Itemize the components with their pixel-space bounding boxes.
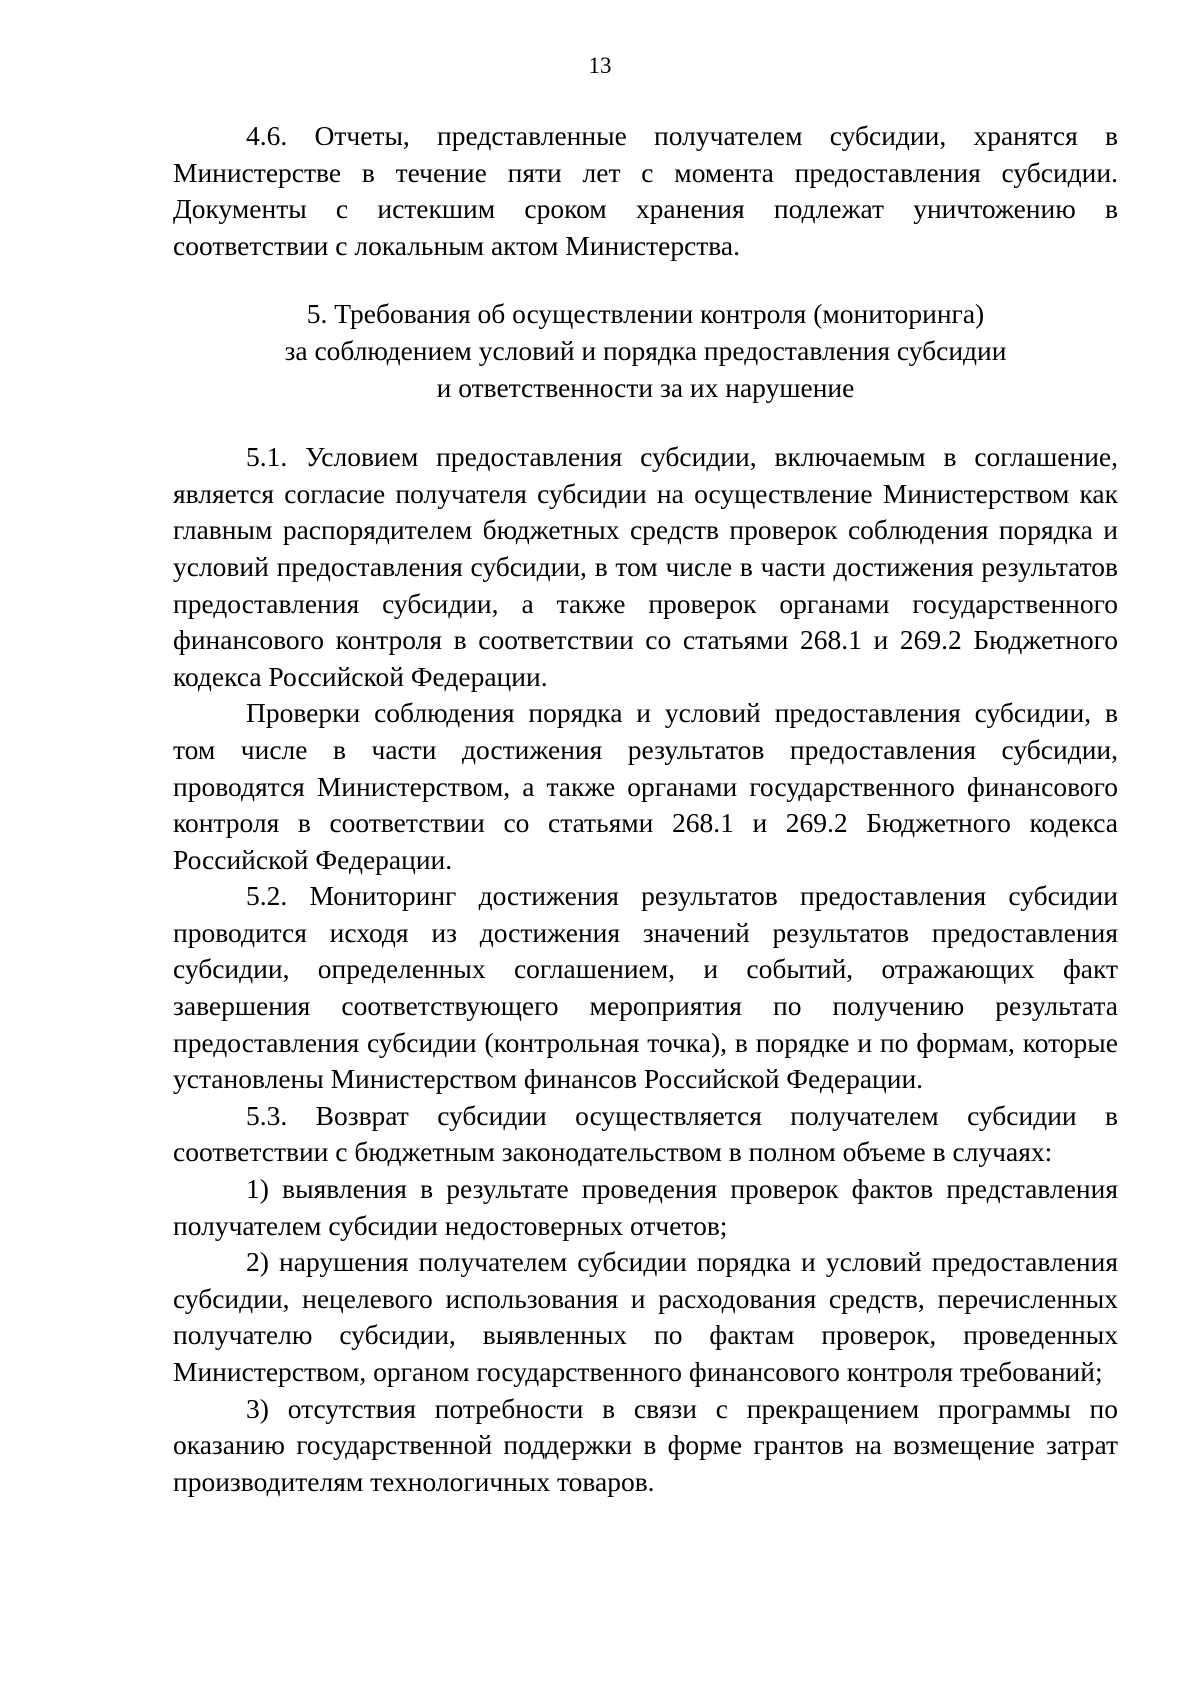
page-number: 13 <box>588 53 612 78</box>
section-5-heading-line-1: 5. Требования об осуществлении контроля (мониторинга) <box>306 298 985 330</box>
paragraph-4-6: 4.6. Отчеты, представленные получателем субсидии, хранятся в Министерстве в течение пяти лет с момента предоставления субсидии. Документы с истекшим сроком хранения подлежат уничтожению в соответствии с локальным актом Министерства. <box>173 120 1118 261</box>
section-5-heading-line-2: за соблюдением условий и порядка предоставления субсидии <box>284 334 1007 366</box>
paragraph-5-1: 5.1. Условием предоставления субсидии, включаемым в соглашение, является согласие получателя субсидии на осуществление Министерством как главным распорядителем бюджетных средств проверок соблюдения порядка и условий предоставления субсидии, в том числе в части достижения результатов предоставления субсидии, а также проверок органами государственного финансового контроля в соответствии со статьями 268.1 и 269.2 Бюджетного кодекса Российской Федерации. <box>173 441 1118 692</box>
section-5-heading <box>173 296 1118 406</box>
list-item-2: 2) нарушения получателем субсидии порядка и условий предоставления субсидии, нецелевого использования и расходования средств, перечисленных получателю субсидии, выявленных по фактам проверок, проведенных Министерством, органом государственного финансового контроля требований; <box>173 1246 1118 1387</box>
list-item-3: 3) отсутствия потребности в связи с прекращением программы по оказанию государственной поддержки в форме грантов на возмещение затрат производителям технологичных товаров. <box>173 1392 1118 1497</box>
list-item-1: 1) выявления в результате проведения проверок фактов представления получателем субсидии недостоверных отчетов; <box>173 1173 1118 1241</box>
paragraph-5-1-checks: Проверки соблюдения порядка и условий предоставления субсидии, в том числе в части достижения результатов предоставления субсидии, проводятся Министерством, а также органами государственного финансового контроля в соответствии со статьями 268.1 и 269.2 Бюджетного кодекса Российской Федерации. <box>173 697 1118 875</box>
paragraph-5-2: 5.2. Мониторинг достижения результатов предоставления субсидии проводится исходя из достижения значений результатов предоставления субсидии, определенных соглашением, и событий, отражающих факт завершения соответствующего мероприятия по получению результата предоставления субсидии (контрольная точка), в порядке и по формам, которые установлены Министерством финансов Российской Федерации. <box>173 880 1118 1095</box>
paragraph-5-3: 5.3. Возврат субсидии осуществляется получателем субсидии в соответствии с бюджетным законодательством в полном объеме в случаях: <box>173 1099 1118 1168</box>
document-body <box>173 118 1118 1500</box>
section-5-heading-line-3: и ответственности за их нарушение <box>436 371 855 403</box>
